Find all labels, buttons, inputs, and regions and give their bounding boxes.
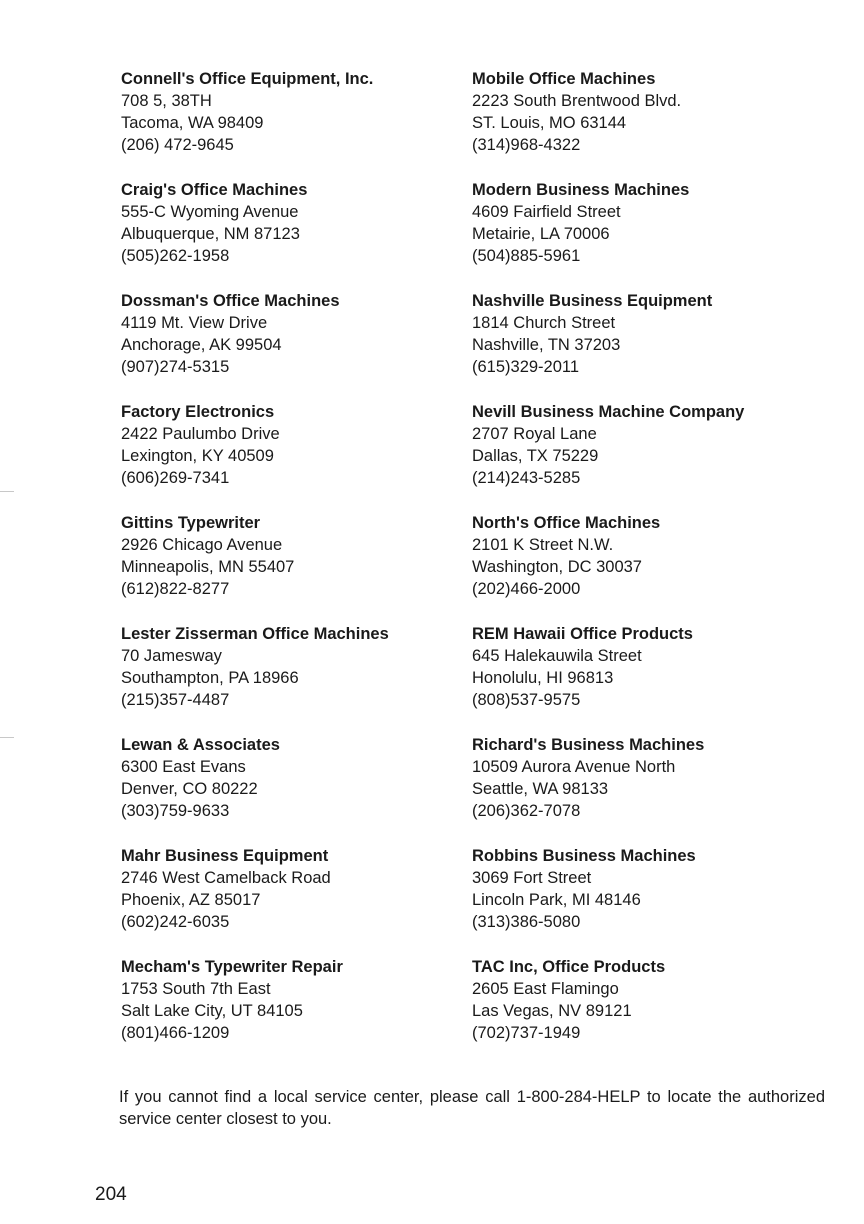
phone-number: (606)269-7341 xyxy=(121,469,230,487)
city-state-zip: Anchorage, AK 99504 xyxy=(121,336,282,354)
service-center-list-left xyxy=(121,68,451,1067)
city-state-zip: Metairie, LA 70006 xyxy=(472,225,610,243)
help-line-note: If you cannot find a local service center, please call 1-800-284-HELP to locate the authorized service center closest to you. xyxy=(119,1087,825,1128)
service-center-entry xyxy=(121,68,451,179)
company-name: Richard's Business Machines xyxy=(472,736,705,754)
city-state-zip: Phoenix, AZ 85017 xyxy=(121,891,261,909)
phone-number: (206)362-7078 xyxy=(472,802,581,820)
street-address: 3069 Fort Street xyxy=(472,869,592,887)
city-state-zip: Washington, DC 30037 xyxy=(472,558,642,576)
company-name: Lewan & Associates xyxy=(121,736,280,754)
company-name: Mecham's Typewriter Repair xyxy=(121,958,343,976)
phone-number: (303)759-9633 xyxy=(121,802,230,820)
city-state-zip: Lexington, KY 40509 xyxy=(121,447,274,465)
page-number: 204 xyxy=(95,1184,127,1205)
company-name: Craig's Office Machines xyxy=(121,181,308,199)
street-address: 1753 South 7th East xyxy=(121,980,271,998)
street-address: 555-C Wyoming Avenue xyxy=(121,203,299,221)
service-center-entry xyxy=(472,956,842,1067)
city-state-zip: Denver, CO 80222 xyxy=(121,780,258,798)
street-address: 2746 West Camelback Road xyxy=(121,869,331,887)
service-center-entry xyxy=(472,179,842,290)
street-address: 2707 Royal Lane xyxy=(472,425,597,443)
phone-number: (615)329-2011 xyxy=(472,358,580,376)
phone-number: (801)466-1209 xyxy=(121,1024,230,1042)
phone-number: (702)737-1949 xyxy=(472,1024,581,1042)
city-state-zip: Seattle, WA 98133 xyxy=(472,780,609,798)
company-name: Nashville Business Equipment xyxy=(472,292,713,310)
company-name: Mahr Business Equipment xyxy=(121,847,329,865)
phone-number: (214)243-5285 xyxy=(472,469,581,487)
service-center-entry xyxy=(121,734,451,845)
city-state-zip: Dallas, TX 75229 xyxy=(472,447,599,465)
phone-number: (505)262-1958 xyxy=(121,247,230,265)
company-name: North's Office Machines xyxy=(472,514,661,532)
service-center-entry xyxy=(472,401,842,512)
service-center-entry xyxy=(472,290,842,401)
service-center-entry xyxy=(121,401,451,512)
company-name: Lester Zisserman Office Machines xyxy=(121,625,389,643)
phone-number: (907)274-5315 xyxy=(121,358,230,376)
company-name: Gittins Typewriter xyxy=(121,514,261,532)
phone-number: (314)968-4322 xyxy=(472,136,581,154)
service-center-entry xyxy=(472,734,842,845)
street-address: 2605 East Flamingo xyxy=(472,980,619,998)
company-name: Dossman's Office Machines xyxy=(121,292,340,310)
company-name: REM Hawaii Office Products xyxy=(472,625,693,643)
street-address: 6300 East Evans xyxy=(121,758,246,776)
company-name: Modern Business Machines xyxy=(472,181,690,199)
street-address: 2223 South Brentwood Blvd. xyxy=(472,92,682,110)
city-state-zip: Tacoma, WA 98409 xyxy=(121,114,264,132)
service-center-entry xyxy=(121,623,451,734)
city-state-zip: Honolulu, HI 96813 xyxy=(472,669,614,687)
phone-number: (206) 472-9645 xyxy=(121,136,234,154)
street-address: 2101 K Street N.W. xyxy=(472,536,614,554)
phone-number: (202)466-2000 xyxy=(472,580,581,598)
company-name: Factory Electronics xyxy=(121,403,275,421)
city-state-zip: Southampton, PA 18966 xyxy=(121,669,299,687)
phone-number: (504)885-5961 xyxy=(472,247,581,265)
street-address: 4119 Mt. View Drive xyxy=(121,314,268,332)
service-center-entry xyxy=(472,845,842,956)
city-state-zip: Las Vegas, NV 89121 xyxy=(472,1002,632,1020)
street-address: 10509 Aurora Avenue North xyxy=(472,758,676,776)
service-center-list-right xyxy=(472,68,842,1067)
street-address: 70 Jamesway xyxy=(121,647,222,665)
phone-number: (215)357-4487 xyxy=(121,691,230,709)
street-address: 2422 Paulumbo Drive xyxy=(121,425,280,443)
street-address: 708 5, 38TH xyxy=(121,92,212,110)
margin-mark xyxy=(0,491,14,492)
city-state-zip: Nashville, TN 37203 xyxy=(472,336,621,354)
service-center-entry xyxy=(121,179,451,290)
phone-number: (612)822-8277 xyxy=(121,580,230,598)
company-name: Mobile Office Machines xyxy=(472,70,656,88)
street-address: 645 Halekauwila Street xyxy=(472,647,642,665)
service-center-entry xyxy=(472,512,842,623)
phone-number: (602)242-6035 xyxy=(121,913,230,931)
street-address: 4609 Fairfield Street xyxy=(472,203,621,221)
service-center-entry xyxy=(121,290,451,401)
company-name: TAC Inc, Office Products xyxy=(472,958,666,976)
margin-mark xyxy=(0,737,14,738)
street-address: 2926 Chicago Avenue xyxy=(121,536,283,554)
phone-number: (313)386-5080 xyxy=(472,913,581,931)
company-name: Robbins Business Machines xyxy=(472,847,696,865)
service-center-entry xyxy=(121,956,451,1067)
city-state-zip: Salt Lake City, UT 84105 xyxy=(121,1002,303,1020)
service-center-entry xyxy=(472,68,842,179)
city-state-zip: Minneapolis, MN 55407 xyxy=(121,558,295,576)
city-state-zip: Lincoln Park, MI 48146 xyxy=(472,891,641,909)
service-center-entry xyxy=(121,845,451,956)
company-name: Nevill Business Machine Company xyxy=(472,403,745,421)
city-state-zip: ST. Louis, MO 63144 xyxy=(472,114,627,132)
service-center-entry xyxy=(472,623,842,734)
phone-number: (808)537-9575 xyxy=(472,691,581,709)
service-center-entry xyxy=(121,512,451,623)
company-name: Connell's Office Equipment, Inc. xyxy=(121,70,374,88)
city-state-zip: Albuquerque, NM 87123 xyxy=(121,225,300,243)
street-address: 1814 Church Street xyxy=(472,314,616,332)
